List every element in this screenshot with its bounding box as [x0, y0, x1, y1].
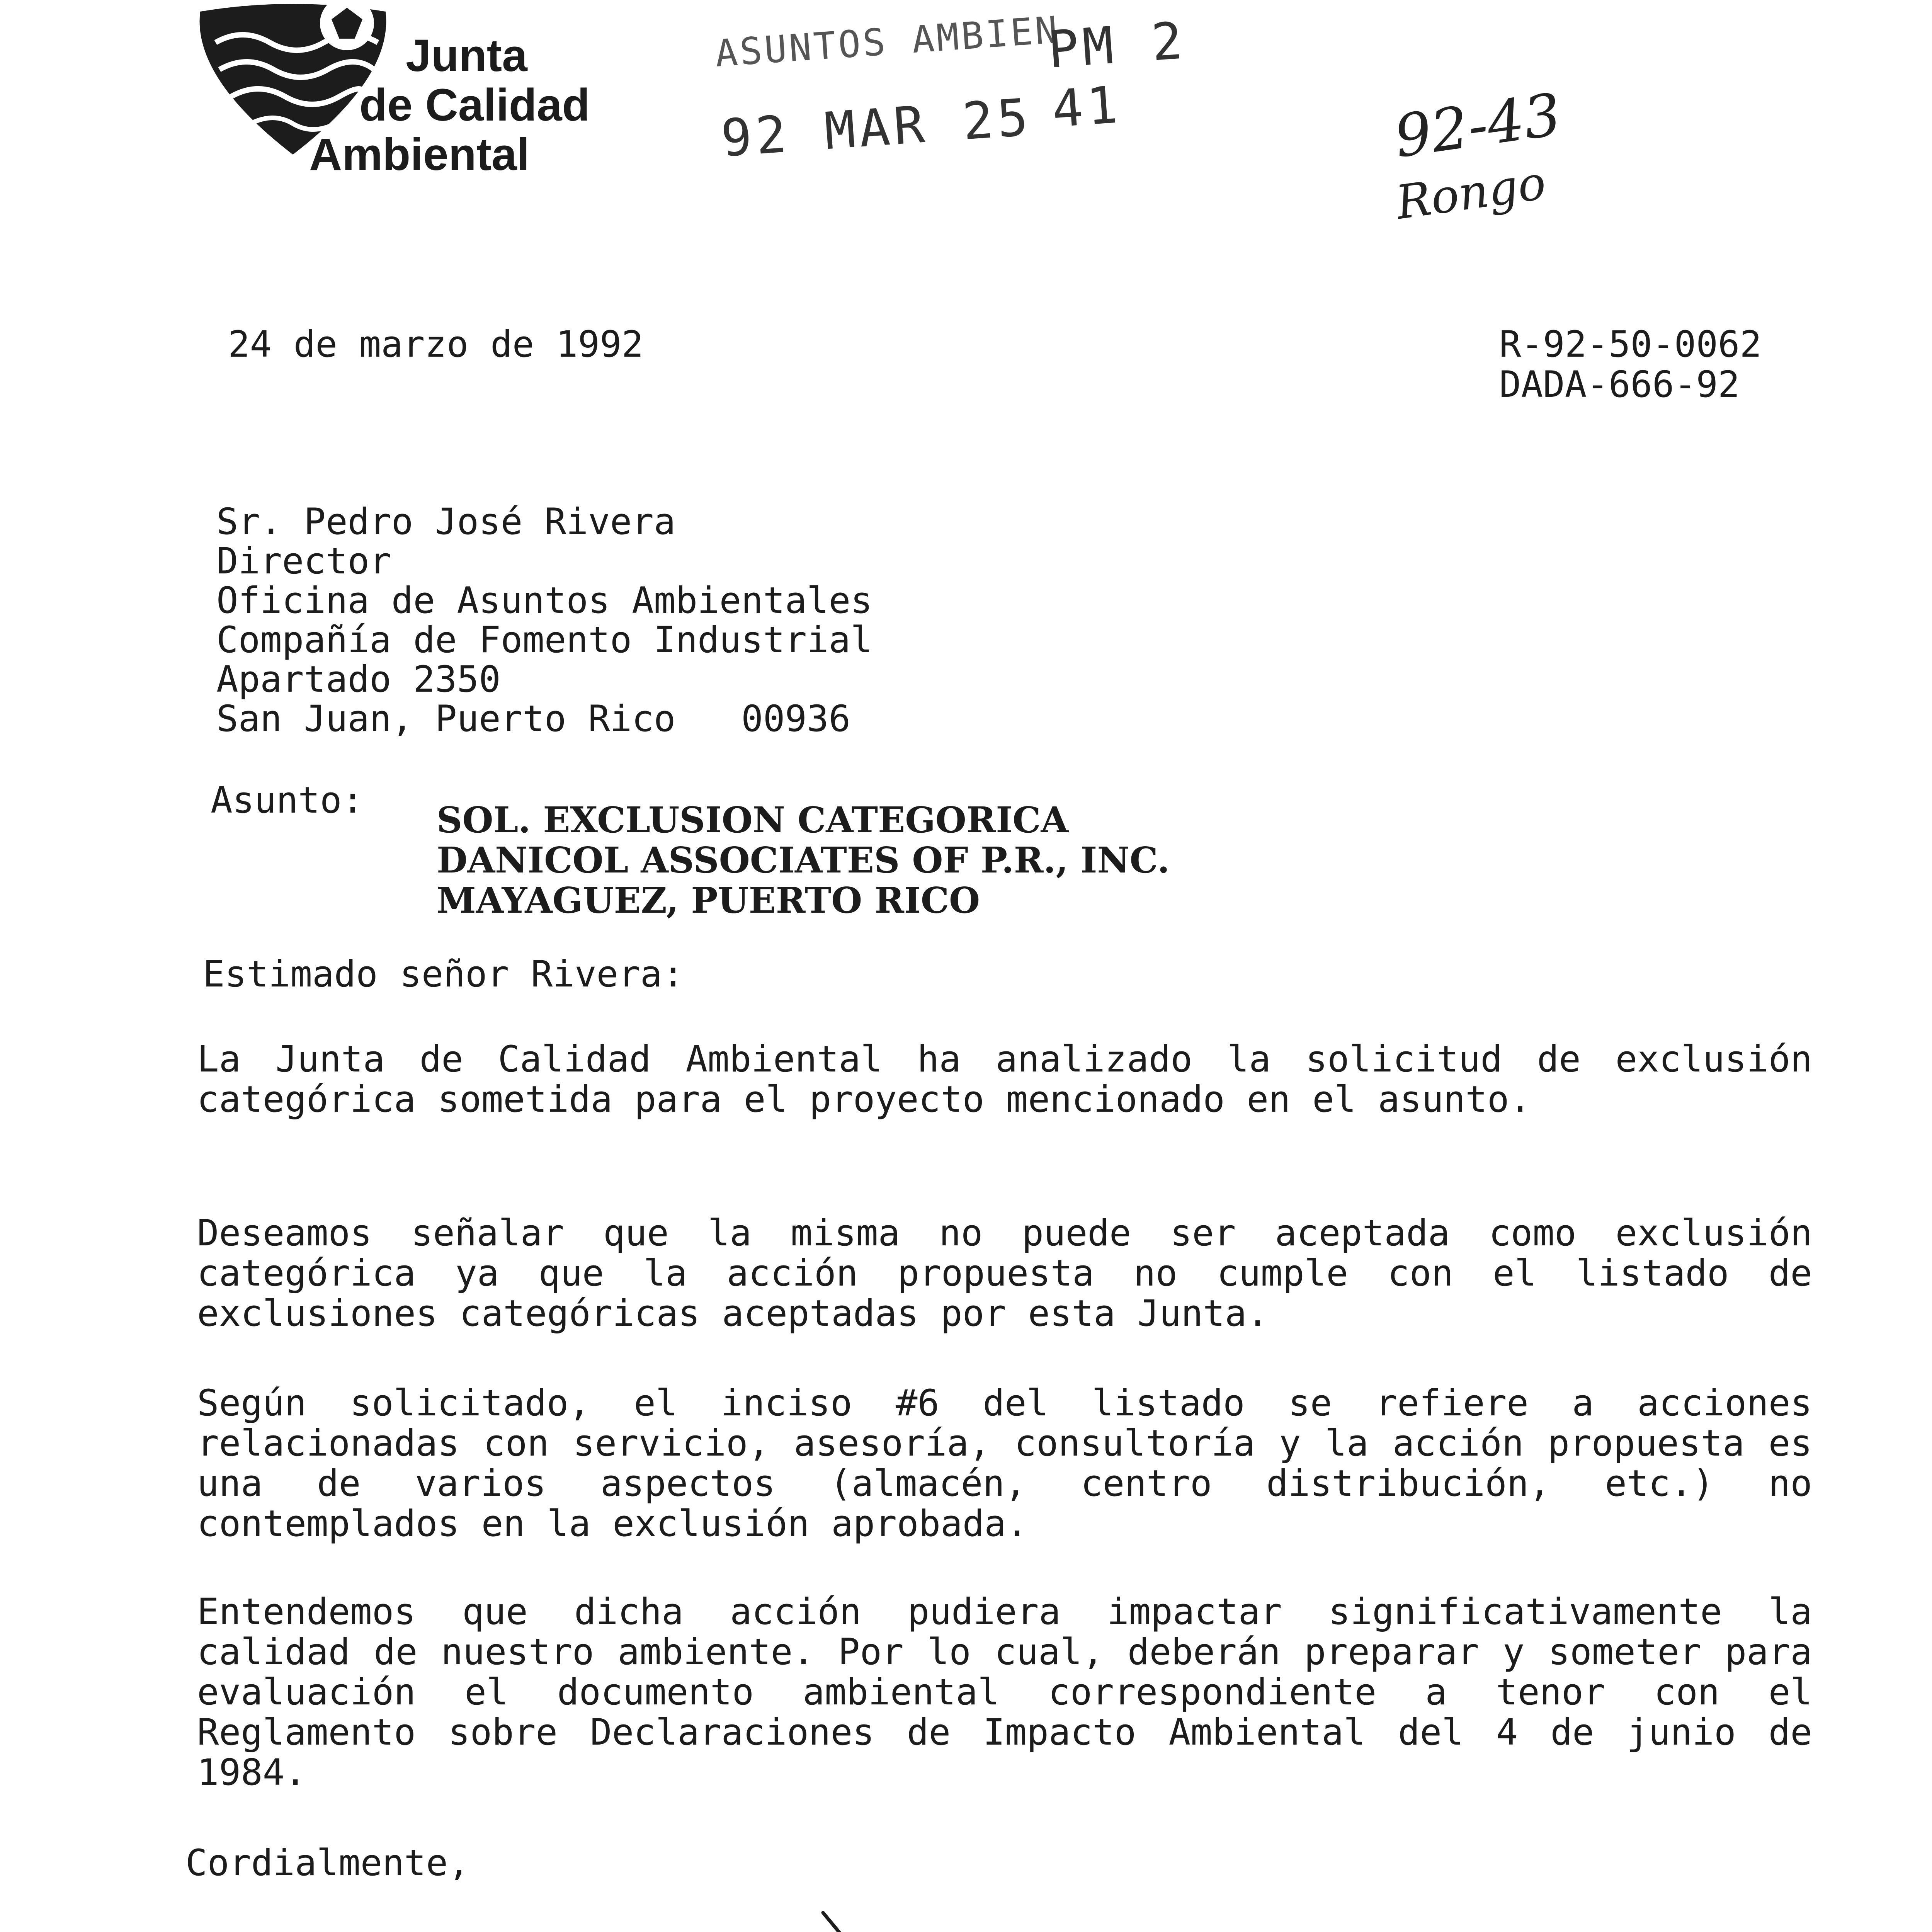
received-stamp	[697, 0, 1211, 203]
stamp-date: 92 MAR 25	[719, 87, 1034, 169]
subject-line: MAYAGUEZ, PUERTO RICO	[437, 879, 980, 921]
body-paragraph: La Junta de Calidad Ambiental ha analizado la solicitud de exclusión categórica sometida para el proyecto mencionado en el asunto.	[197, 1038, 1812, 1121]
subject-line: SOL. EXCLUSION CATEGORICA	[437, 799, 1069, 841]
agency-name	[309, 31, 657, 179]
handwritten-note-initials: Rongo	[1393, 156, 1549, 230]
body-paragraph: Entendemos que dicha acción pudiera impactar significativamente la calidad de nuestro ambiente. Por lo cual, deberán preparar y someter para evaluación el documento ambiental correspondiente a tenor con el Reglamento sobre Declaraciones de Impacto Ambiental del 4 de junio de 1984.	[197, 1591, 1812, 1794]
reference-number: R-92-50-0062	[1499, 323, 1762, 366]
closing: Cordialmente,	[185, 1842, 470, 1884]
recipient-line: Oficina de Asuntos Ambientales	[216, 580, 872, 622]
recipient-line: Compañía de Fomento Industrial	[216, 619, 872, 661]
recipient-line: San Juan, Puerto Rico 00936	[216, 698, 851, 740]
stamp-office: ASUNTOS AMBIEN	[714, 8, 1061, 75]
subject-line: DANICOL ASSOCIATES OF P.R., INC.	[437, 839, 1170, 881]
recipient-address	[216, 502, 872, 739]
agency-name-line1: Junta	[406, 30, 527, 81]
recipient-line: Apartado 2350	[216, 658, 501, 701]
handwritten-note-number: 92-43	[1390, 81, 1565, 171]
body-paragraph: Deseamos señalar que la misma no puede ser aceptada como exclusión categórica ya que la acción propuesta no cumple con el listado de exclusiones categóricas aceptadas por esta Junta.	[197, 1212, 1812, 1335]
subject-label: Asunto:	[211, 779, 364, 821]
salutation: Estimado señor Rivera:	[203, 953, 684, 995]
handwritten-signature	[185, 1905, 958, 1932]
agency-name-line3: Ambiental	[309, 129, 530, 180]
letter-date: 24 de marzo de 1992	[228, 323, 644, 366]
subject-lines	[437, 800, 1170, 920]
body-paragraph: Según solicitado, el inciso #6 del listado se refiere a acciones relacionadas con servicio, asesoría, consultoría y la acción propuesta es una de varios aspectos (almacén, centro distribución, etc.) no contemplados en la exclusión aprobada.	[197, 1382, 1812, 1545]
recipient-line: Director	[216, 540, 391, 582]
recipient-line: Sr. Pedro José Rivera	[216, 501, 676, 543]
handwritten-file-note	[1390, 82, 1574, 235]
agency-name-line2: de Calidad	[359, 80, 590, 131]
stamp-time: PM 2 41	[1046, 11, 1188, 139]
reference-number: DADA-666-92	[1499, 364, 1740, 406]
reference-numbers	[1499, 325, 1762, 405]
